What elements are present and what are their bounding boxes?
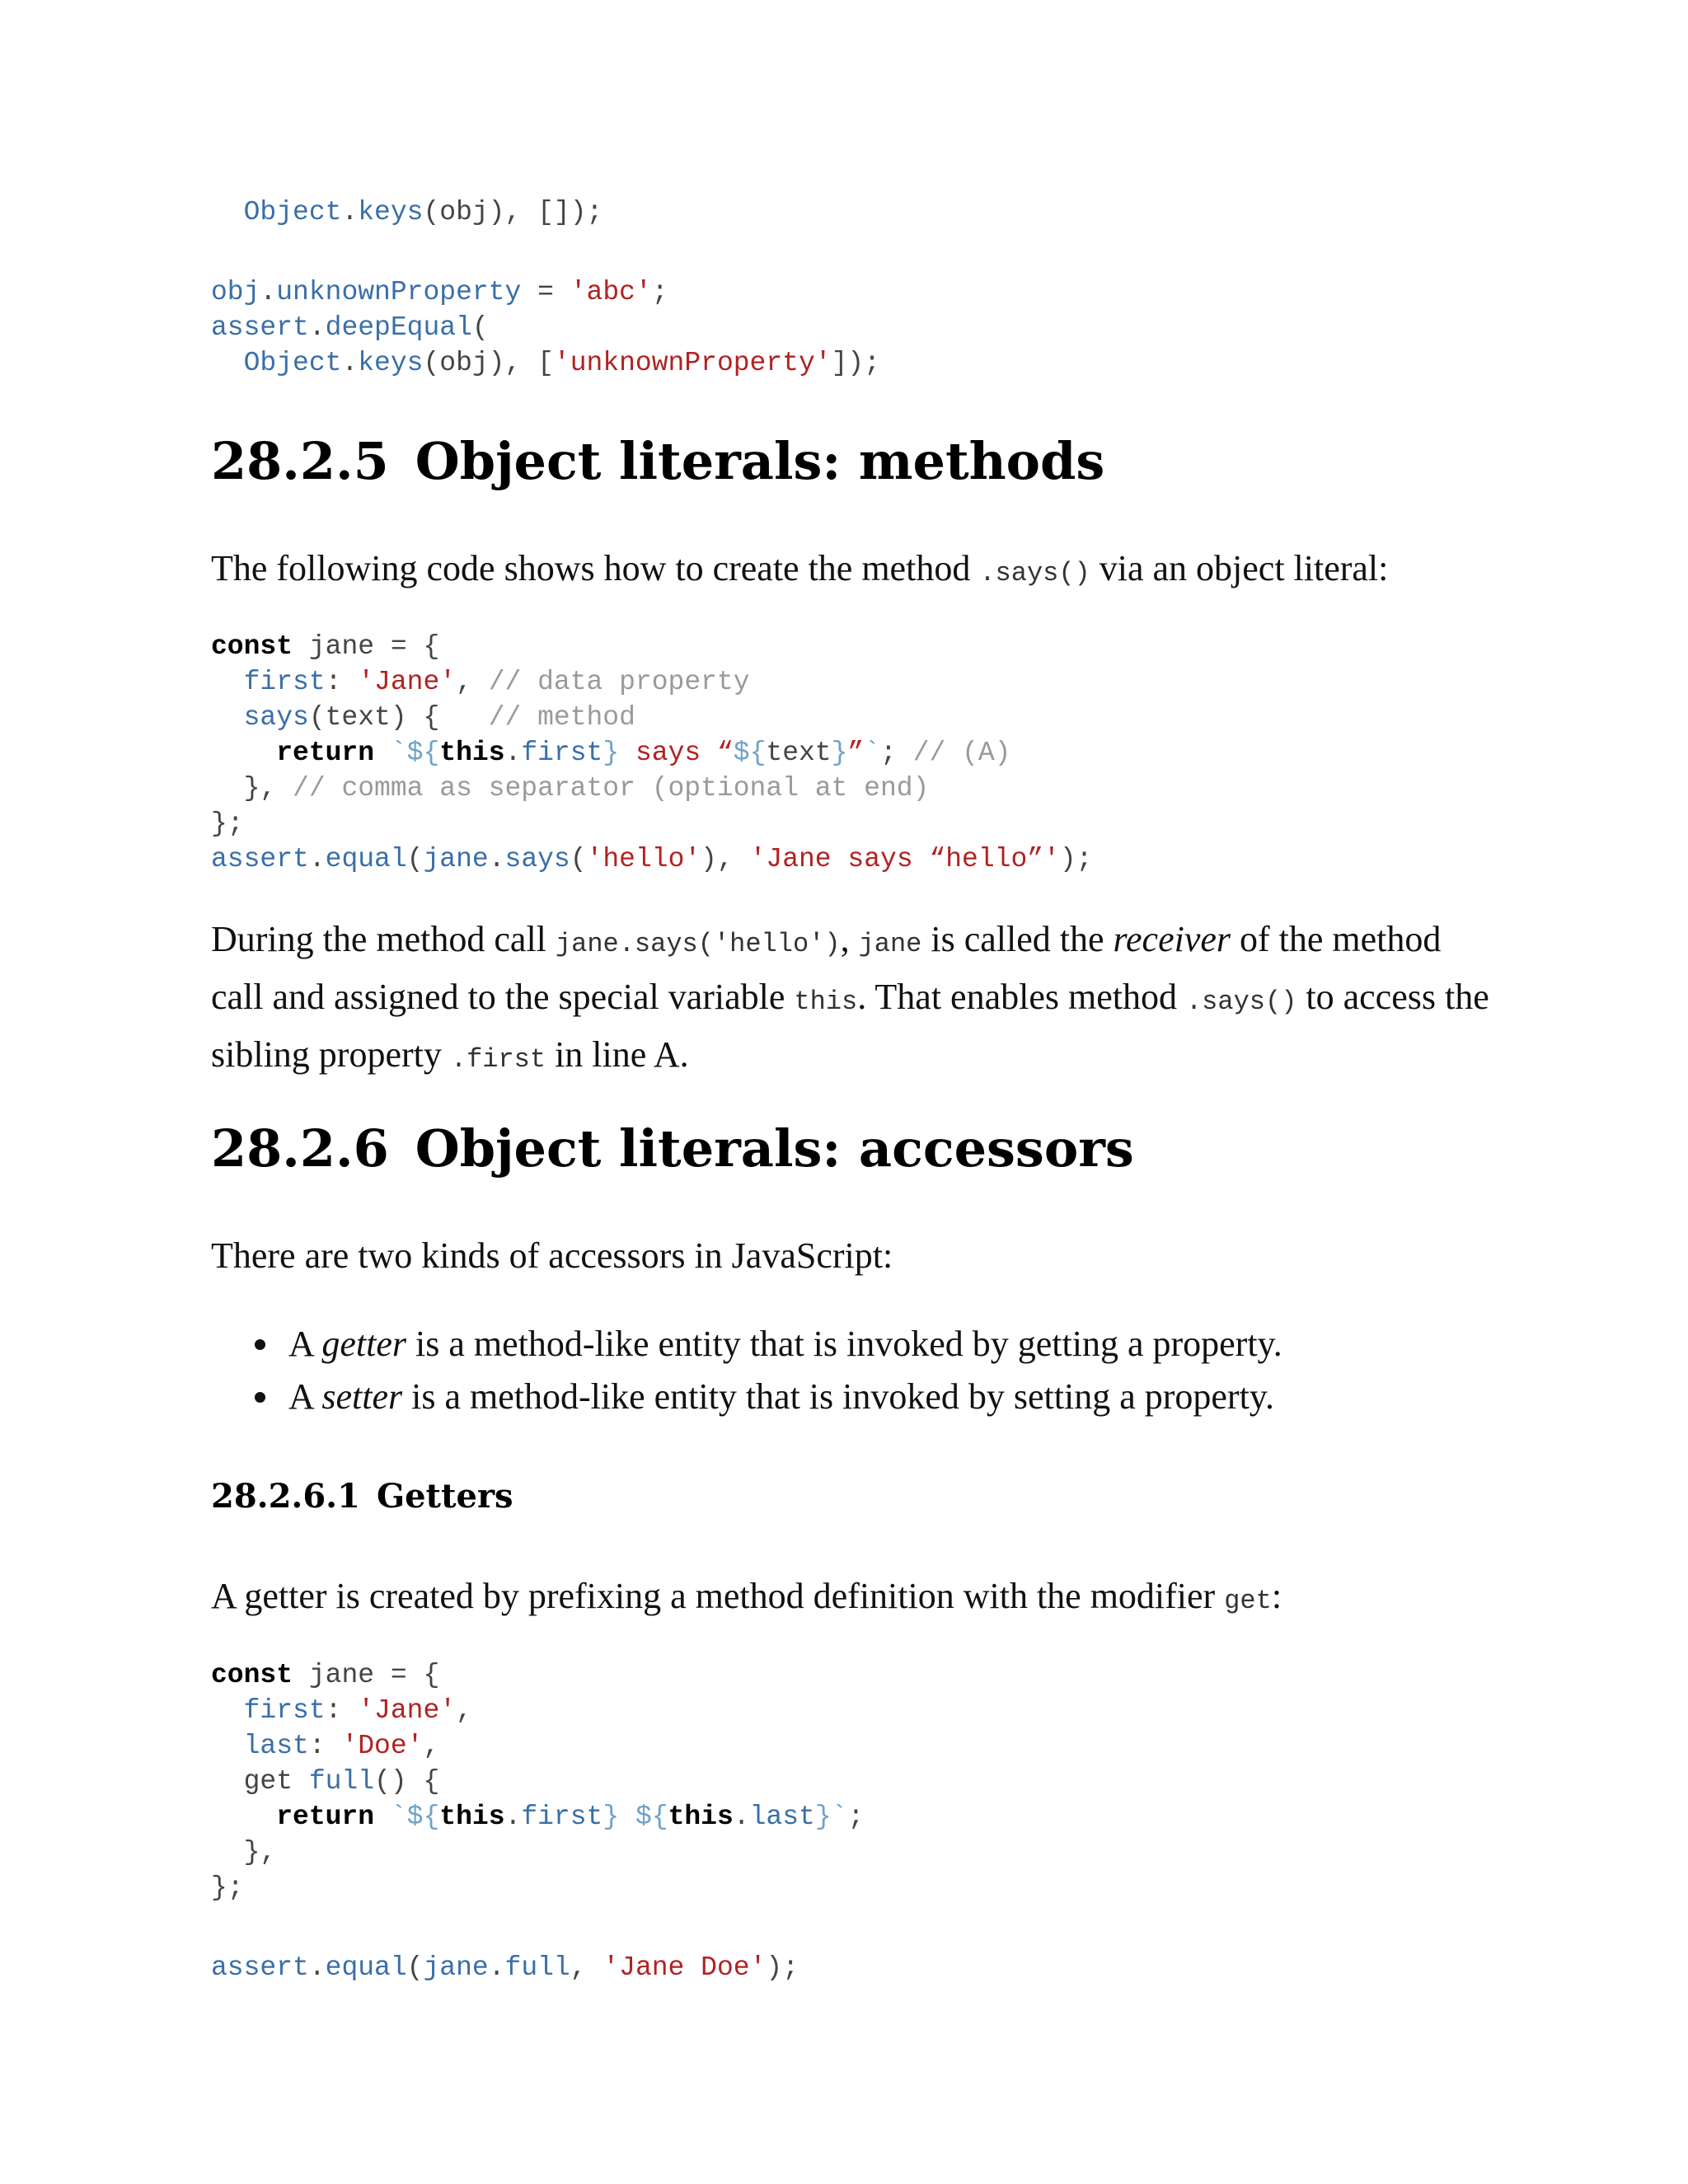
section-number: 28.2.6: [211, 1118, 389, 1179]
accessor-kinds-list: [247, 1318, 1282, 1423]
list-item: • A getter is a method-like entity that is invoked by getting a property.: [282, 1318, 1282, 1371]
section-number: 28.2.6.1: [211, 1477, 360, 1516]
emphasis: receiver: [1113, 919, 1231, 959]
section-title: Getters: [376, 1477, 513, 1516]
emphasis: setter: [321, 1376, 403, 1417]
accessors-intro-paragraph: There are two kinds of accessors in JavaScript:: [211, 1235, 893, 1276]
code-block-methods: const jane = { first: 'Jane', // data property says(text) { // method return `${this.first} says “${text}”`; // (A) }, // comma as separator (optional at end) }; assert.equal(jane.says('hello'), 'Jane says “hello”');: [211, 631, 1093, 874]
inline-code: jane.says('hello'): [555, 929, 841, 959]
inline-code: .says(): [1185, 987, 1297, 1017]
section-number: 28.2.5: [211, 431, 389, 491]
inline-code: .first: [450, 1044, 546, 1075]
inline-code: .says(): [979, 558, 1090, 588]
getters-intro-paragraph: A getter is created by prefixing a method definition with the modifier get:: [211, 1576, 1282, 1616]
emphasis: getter: [321, 1324, 406, 1364]
code-block-getter-assert: assert.equal(jane.full, 'Jane Doe');: [211, 1952, 799, 1983]
code-block-getter: const jane = { first: 'Jane', last: 'Doe', get full() { return `${this.first} ${this.last}`; }, };: [211, 1660, 865, 1903]
section-title: Object literals: methods: [415, 431, 1105, 491]
section-heading-accessors: [211, 1118, 1134, 1180]
list-item: • A setter is a method-like entity that is invoked by setting a property.: [282, 1371, 1282, 1423]
inline-code: get: [1224, 1586, 1272, 1616]
section-title: Object literals: accessors: [415, 1118, 1134, 1179]
inline-code: jane: [858, 929, 922, 959]
code-block-unknown-property: obj.unknownProperty = 'abc'; assert.deepEqual( Object.keys(obj), ['unknownProperty']);: [211, 277, 880, 378]
code-token: Object: [243, 197, 342, 227]
section-heading-methods: [211, 430, 1104, 493]
receiver-paragraph: During the method call jane.says('hello'), jane is called the receiver of the method call and assigned to the special variable this. That enables method .says() to access the sibling property .first in line A.: [211, 919, 1489, 1075]
code-block-object-keys: Object.keys(obj), []);: [243, 197, 603, 227]
inline-code: this: [794, 987, 858, 1017]
code-token: keys: [358, 197, 424, 227]
subsection-heading-getters: [211, 1475, 513, 1518]
methods-intro-paragraph: The following code shows how to create the method .says() via an object literal:: [211, 548, 1389, 588]
